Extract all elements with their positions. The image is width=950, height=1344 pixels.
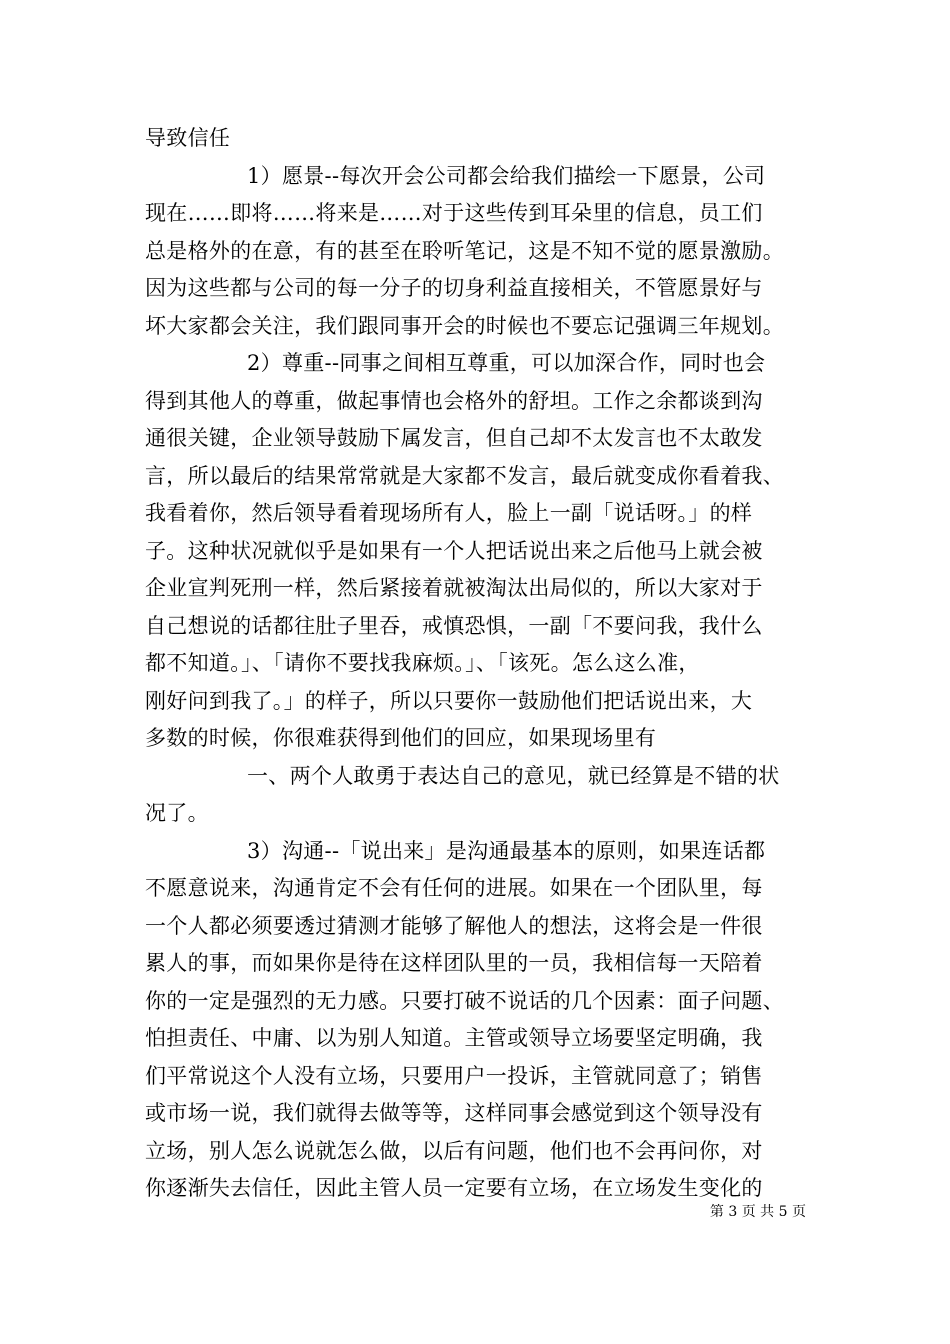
text-line: 怕担责任、中庸、以为别人知道。主管或领导立场要坚定明确，我 <box>145 1026 763 1050</box>
text-line: 通很关键，企业领导鼓励下属发言，但自己却不太发言也不太敢发 <box>145 426 763 450</box>
text-line: 们平常说这个人没有立场，只要用户一投诉，主管就同意了；销售 <box>145 1063 763 1088</box>
text-line: 况了。 <box>145 801 209 825</box>
text-line: 言，所以最后的结果常常就是大家都不发言，最后就变成你看着我、 <box>145 463 784 488</box>
body-text <box>145 120 810 1208</box>
paragraph-communication-start: 3）沟通--「说出来」是沟通最基本的原则，如果连话都 <box>247 838 766 863</box>
text-line: 导致信任 <box>145 126 231 150</box>
text-line: 得到其他人的尊重，做起事情也会格外的舒坦。工作之余都谈到沟 <box>145 388 763 413</box>
text-line: 不愿意说来，沟通肯定不会有任何的进展。如果在一个团队里，每 <box>145 876 763 900</box>
text-line: 总是格外的在意，有的甚至在聆听笔记，这是不知不觉的愿景激励。 <box>145 238 784 263</box>
text-line: 坏大家都会关注，我们跟同事开会的时候也不要忘记强调三年规划。 <box>145 313 784 338</box>
text-line: 多数的时候，你很难获得到他们的回应，如果现场里有 <box>145 726 657 750</box>
text-line: 自己想说的话都往肚子里吞，戒慎恐惧，一副「不要问我，我什么 <box>145 613 763 638</box>
paragraph-vision-start: 1）愿景--每次开会公司都会给我们描绘一下愿景，公司 <box>247 163 766 188</box>
text-line: 刚好问到我了。」的样子，所以只要你一鼓励他们把话说出来，大 <box>145 688 753 713</box>
text-line: 因为这些都与公司的每一分子的切身利益直接相关，不管愿景好与 <box>145 276 763 300</box>
text-line: 一个人都必须要透过猜测才能够了解他人的想法，这将会是一件很 <box>145 913 763 938</box>
text-line: 立场，别人怎么说就怎么做，以后有问题，他们也不会再问你，对 <box>145 1138 763 1163</box>
paragraph-respect-start: 2）尊重--同事之间相互尊重，可以加深合作，同时也会 <box>247 351 766 375</box>
text-line: 子。这种状况就似乎是如果有一个人把话说出来之后他马上就会被 <box>145 538 763 563</box>
paragraph-line-indented: 一、两个人敢勇于表达自己的意见，就已经算是不错的状 <box>247 763 780 788</box>
text-line: 累人的事，而如果你是待在这样团队里的一员，我相信每一天陪着 <box>145 951 763 975</box>
text-line: 你的一定是强烈的无力感。只要打破不说话的几个因素：面子问题、 <box>145 988 784 1013</box>
text-line: 我看着你，然后领导看着现场所有人，脸上一副「说话呀。」的样 <box>145 501 753 525</box>
page-number-footer: 第 3 页 共 5 页 <box>709 1204 806 1220</box>
text-line: 企业宣判死刑一样，然后紧接着就被淘汰出局似的，所以大家对于 <box>145 576 763 600</box>
text-line: 现在……即将……将来是……对于这些传到耳朵里的信息，员工们 <box>145 201 763 225</box>
text-line: 或市场一说，我们就得去做等等，这样同事会感觉到这个领导没有 <box>145 1101 763 1125</box>
text-line: 都不知道。」、「请你不要找我麻烦。」、「该死。怎么这么准， <box>145 651 700 675</box>
text-line: 你逐渐失去信任，因此主管人员一定要有立场，在立场发生变化的 <box>145 1176 763 1200</box>
